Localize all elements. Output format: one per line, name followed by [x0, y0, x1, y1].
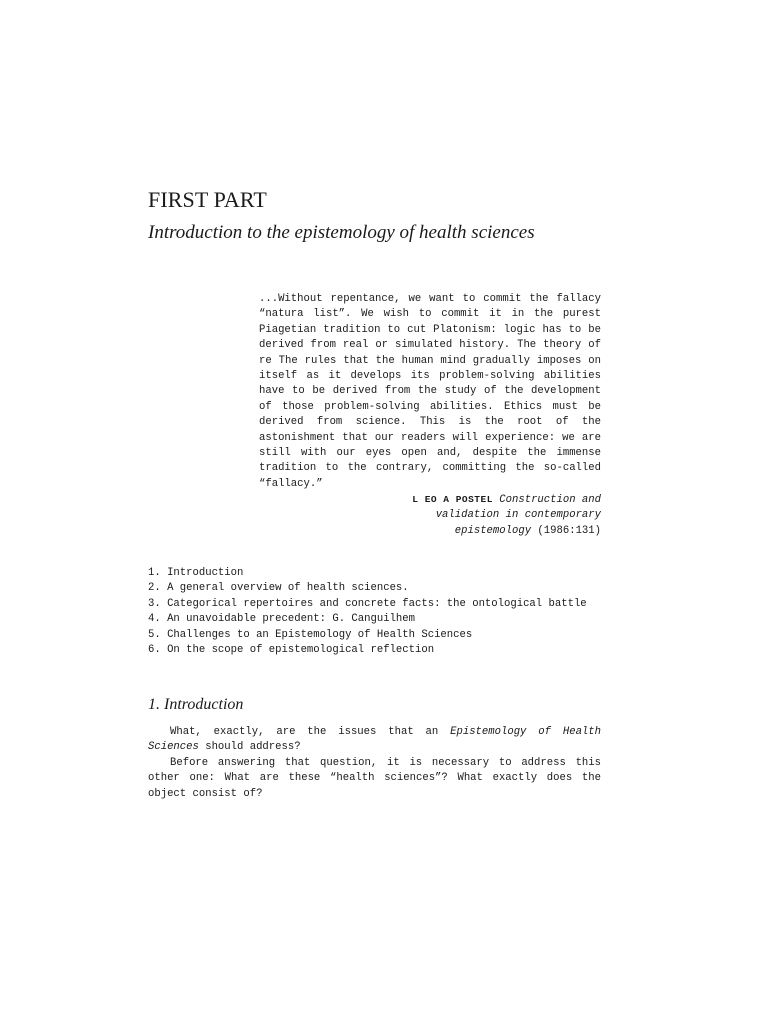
attribution-line-1 [259, 492, 601, 508]
body-paragraph [148, 725, 601, 756]
work-title-line-2: validation in contemporary [435, 509, 601, 522]
section-body [148, 725, 601, 802]
attribution-line-3 [259, 524, 601, 539]
body-text-run: What, exactly, are the issues that an [170, 726, 451, 738]
body-emphasis: Epistemology of Health Sciences [148, 726, 601, 754]
part-subtitle: Introduction to the epistemology of health sciences [148, 222, 535, 243]
epigraph-citation: (1986:131) [531, 524, 601, 537]
body-paragraph: Before answering that question, it is necessary to address this other one: What are these “health sciences”? What exactly does the object consist of? [148, 756, 601, 800]
part-title: FIRST PART [148, 187, 267, 212]
toc-item: 2. A general overview of health sciences. [148, 582, 409, 595]
toc-item: 1. Introduction [148, 567, 244, 579]
body-text-run: should address? [198, 741, 301, 754]
toc-item: 3. Categorical repertoires and concrete facts: the ontological battle [148, 597, 587, 610]
toc-item: 4. An unavoidable precedent: G. Canguilhem [148, 613, 416, 626]
table-of-contents [148, 566, 588, 658]
work-title-line-1: Construction and [499, 494, 601, 506]
attribution-line-2 [259, 508, 601, 523]
toc-item: 6. On the scope of epistemological reflection [148, 644, 435, 657]
epigraph-author: L EO A POSTEL [412, 494, 493, 505]
section-heading: 1. Introduction [148, 696, 244, 713]
epigraph [259, 292, 601, 492]
epigraph-attribution [259, 492, 601, 539]
toc-item: 5. Challenges to an Epistemology of Health Sciences [148, 628, 473, 641]
work-title-line-3: epistemology [454, 524, 532, 537]
epigraph-text: ...Without repentance, we want to commit the fallacy “natura list”. We wish to commit it in the purest Piagetian tradition to cut Platonism: logic has to be derived from real or simulated history. The theory of re The rules that the human mind gradually imposes on itself as it develops its problem-solving abilities have to be derived from the study of the development of those problem-solving abilities. Ethics must be derived from science. This is the root of the astonishment that our readers will experience: we are still with our eyes open and, despite the immense tradition to the contrary, committing the so-called “fallacy.” [259, 293, 601, 490]
